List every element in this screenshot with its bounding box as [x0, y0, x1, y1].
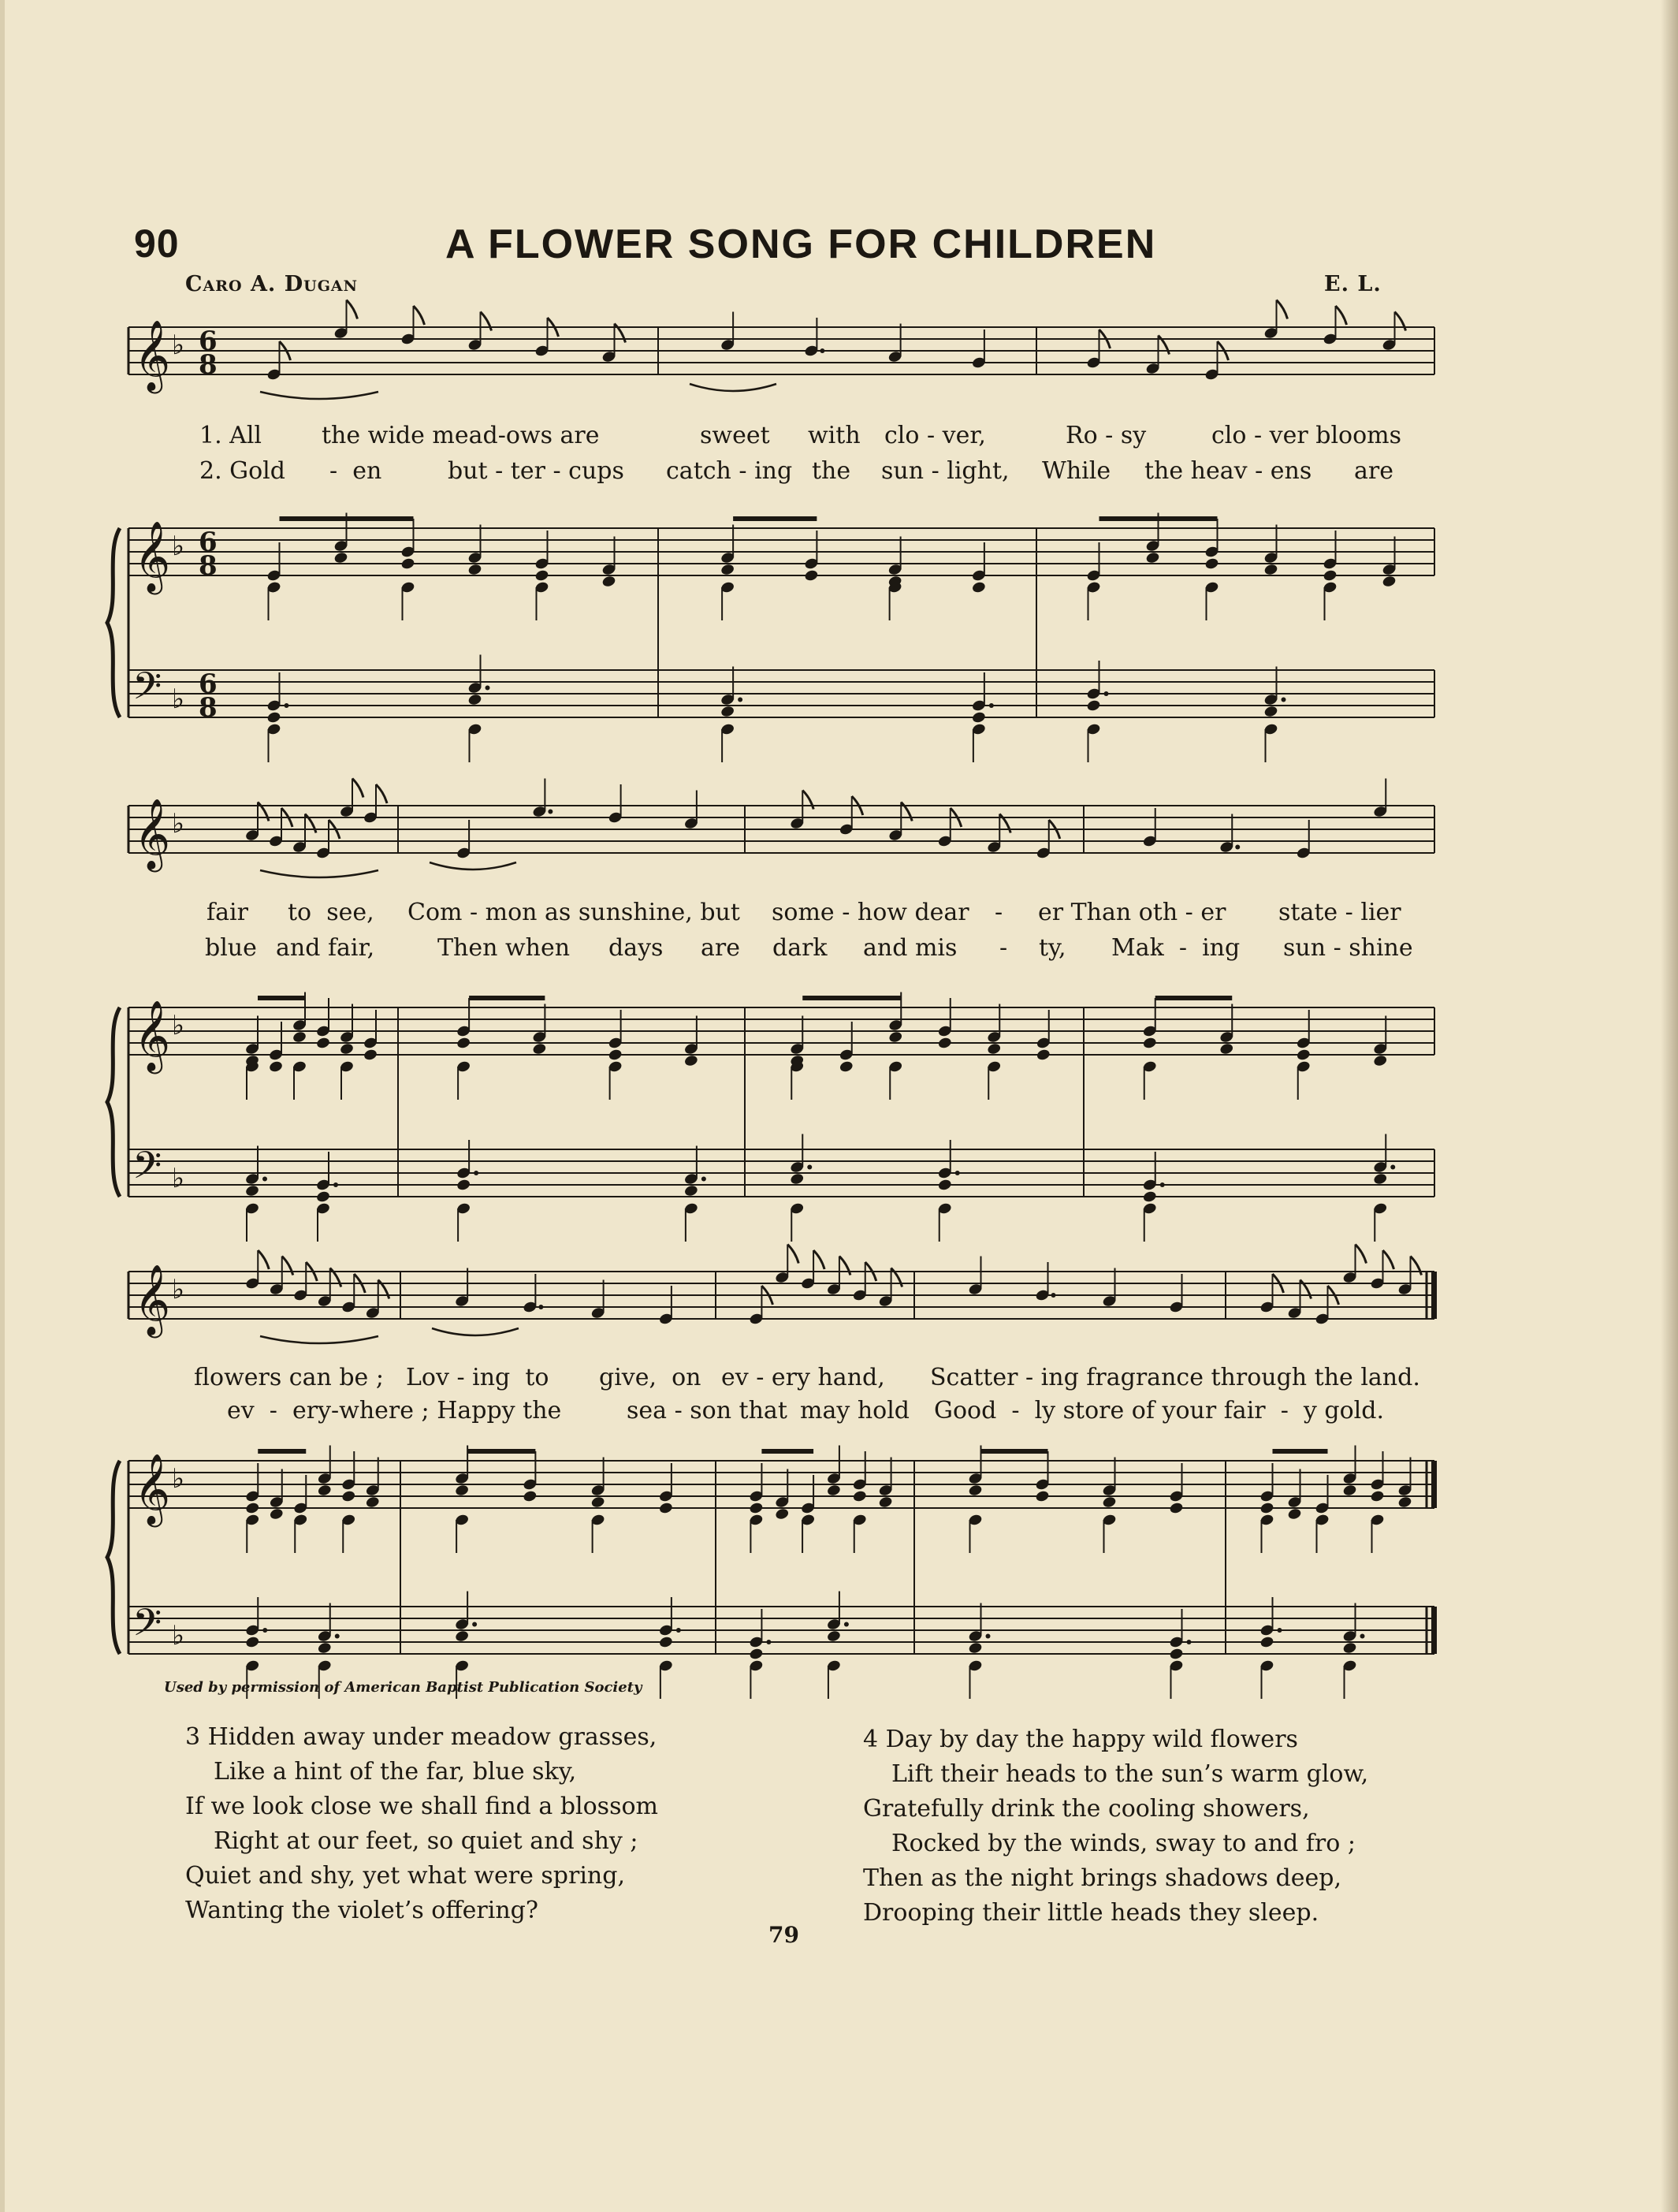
accompaniment-note	[1263, 563, 1278, 576]
lyric-s3-v1-0: flowers can be ;	[194, 1364, 384, 1391]
note-flag	[787, 1245, 798, 1264]
accompaniment-note	[245, 1502, 260, 1515]
lyric-s1-v1-2: sweet	[700, 422, 770, 449]
accompaniment-note	[601, 575, 616, 588]
note-dot	[335, 1634, 340, 1639]
time-signature-top: 6	[199, 668, 218, 700]
lyric-s3-v2-2: may hold	[800, 1397, 910, 1424]
slur	[690, 384, 776, 391]
key-flat-icon: ♭	[172, 1163, 185, 1194]
lyric-s2-v1-2: Com - mon as sunshine, but	[407, 899, 740, 926]
lyric-s1-v2-7: the heav - ens	[1144, 457, 1312, 485]
accompaniment-note	[826, 1484, 841, 1497]
accompaniment-note	[292, 1030, 307, 1044]
bass-note	[266, 711, 281, 724]
lyric-s2-v2-7: -	[999, 934, 1008, 962]
key-flat-icon: ♭	[172, 683, 185, 715]
note-dot	[262, 1177, 267, 1182]
brace	[107, 1461, 120, 1654]
note-dot	[1235, 845, 1240, 850]
verse-4-line: Then as the night brings shadows deep,	[863, 1864, 1341, 1892]
bass-note	[245, 1636, 260, 1649]
accompaniment-note	[590, 1495, 605, 1509]
accompaniment-note	[1169, 1502, 1184, 1515]
key-flat-icon: ♭	[172, 1620, 185, 1652]
lyric-s2-v2-6: and mis	[863, 934, 958, 962]
note-flag	[813, 1250, 824, 1269]
note-flag	[352, 779, 363, 798]
verse-3-line: 3 Hidden away under meadow grasses,	[185, 1723, 657, 1751]
verse-3-line: If we look close we shall find a blossom	[185, 1793, 658, 1820]
note-dot	[986, 1634, 991, 1639]
verse-4-line: Rocked by the winds, sway to and fro ;	[891, 1830, 1356, 1857]
key-flat-icon: ♭	[172, 1463, 185, 1495]
time-signature-top: 6	[199, 527, 218, 558]
final-bar	[1431, 1607, 1437, 1654]
time-signature-bottom: 8	[199, 550, 218, 582]
note-dot	[1390, 1165, 1395, 1170]
accompaniment-note	[1296, 1048, 1311, 1062]
lyric-s3-v2-1: sea - son that	[627, 1397, 787, 1424]
verse-3-line: Like a hint of the far, blue sky,	[214, 1758, 577, 1786]
accompaniment-note	[365, 1495, 380, 1509]
bass-note	[455, 1629, 470, 1643]
bass-note	[1342, 1641, 1357, 1655]
accompaniment-note	[1145, 551, 1160, 564]
composer-credit: E. L.	[1324, 272, 1382, 296]
accompaniment-note	[333, 551, 348, 564]
bass-note	[971, 711, 986, 724]
song-title: A FLOWER SONG FOR CHILDREN	[445, 222, 1157, 267]
lyric-s2-v2-3: days	[608, 934, 664, 962]
accompaniment-note	[456, 1037, 471, 1050]
bass-note	[1373, 1172, 1388, 1186]
note-dot	[285, 703, 289, 708]
note-flag	[1356, 1245, 1367, 1264]
lyric-s2-v1-5: er Than oth - er	[1038, 899, 1226, 926]
accompaniment-note	[775, 1507, 790, 1521]
final-bar	[1431, 1461, 1437, 1508]
slur	[260, 1336, 378, 1343]
note-flag	[376, 784, 387, 803]
lyric-s2-v1-6: state - lier	[1278, 899, 1401, 926]
lyric-s1-v1-0: 1. All	[199, 422, 262, 449]
lyric-s2-v2-8: ty,	[1039, 934, 1066, 962]
note-dot	[1282, 698, 1286, 702]
lyric-s3-v2-0: ev - ery-where ; Happy the	[227, 1397, 562, 1424]
lyric-s2-v2-2: Then when	[437, 934, 571, 962]
treble-clef-icon: 𝄞	[134, 799, 171, 870]
treble-clef-icon: 𝄞	[134, 1264, 171, 1335]
verse-4-line: 4 Day by day the happy wild flowers	[863, 1726, 1298, 1753]
bass-note	[968, 1641, 983, 1655]
lyric-s1-v2-0: 2. Gold	[199, 457, 285, 485]
note-dot	[738, 698, 742, 702]
bass-note	[1142, 1190, 1157, 1204]
bass-note	[1169, 1648, 1184, 1661]
lyric-s2-v1-0: fair	[206, 899, 248, 926]
lyric-s3-v1-3: ev - ery hand,	[721, 1364, 885, 1391]
lyric-s1-v2-2: but - ter - cups	[448, 457, 624, 485]
verse-3-line: Right at our feet, so quiet and shy ;	[214, 1827, 638, 1855]
lyric-s2-v2-1: and fair,	[276, 934, 375, 962]
lyric-s1-v2-3: catch - ing	[666, 457, 793, 485]
note-dot	[820, 348, 824, 353]
lyric-s2-v2-4: are	[701, 934, 740, 962]
verse-3-line: Wanting the violet’s offering?	[185, 1897, 538, 1924]
lyric-s1-v2-4: the	[812, 457, 851, 485]
time-signature-top: 6	[199, 326, 218, 357]
brace	[107, 528, 120, 717]
bass-clef-icon: 𝄢	[132, 1143, 162, 1197]
bass-clef-icon: 𝄢	[132, 1600, 162, 1654]
lyric-s1-v1-1: the wide mead-ows are	[322, 422, 600, 449]
treble-clef-icon: 𝄞	[134, 1454, 171, 1525]
bass-note	[244, 1184, 259, 1197]
accompaniment-note	[1035, 1490, 1050, 1503]
accompaniment-note	[455, 1484, 470, 1497]
accompaniment-note	[363, 1048, 378, 1062]
accompaniment-note	[888, 1030, 903, 1044]
note-dot	[1187, 1640, 1192, 1644]
bass-clef-icon: 𝄢	[132, 664, 162, 717]
note-flag	[347, 300, 358, 319]
note-flag	[1277, 300, 1288, 319]
accompaniment-note	[839, 1060, 854, 1074]
accompaniment-note	[523, 1490, 538, 1503]
accompaniment-note	[400, 557, 415, 571]
note-dot	[676, 1628, 681, 1633]
final-bar	[1431, 1272, 1437, 1319]
brace	[107, 1007, 120, 1197]
accompaniment-note	[1323, 569, 1338, 583]
key-flat-icon: ♭	[172, 808, 185, 840]
verse-4-line: Drooping their little heads they sleep.	[863, 1899, 1319, 1927]
lyric-s3-v1-1: Lov - ing to	[406, 1364, 549, 1391]
accompaniment-note	[804, 569, 819, 583]
permission-note: Used by permission of American Baptist Publication Society	[164, 1679, 642, 1696]
note-flag	[258, 1250, 269, 1269]
lyric-s1-v2-8: are	[1354, 457, 1393, 485]
accompaniment-note	[987, 1042, 1002, 1056]
lyric-s3-v1-2: give, on	[599, 1364, 701, 1391]
verse-4-line: Lift their heads to the sun’s warm glow,	[891, 1760, 1369, 1788]
bass-note	[456, 1179, 471, 1192]
note-dot	[472, 1622, 477, 1627]
accompaniment-note	[852, 1490, 867, 1503]
accompaniment-note	[269, 1507, 284, 1521]
key-flat-icon: ♭	[172, 531, 185, 562]
note-dot	[262, 1628, 267, 1633]
treble-clef-icon: 𝄞	[134, 1000, 171, 1071]
time-signature-bottom: 8	[199, 349, 218, 381]
note-dot	[1160, 1182, 1165, 1187]
accompaniment-note	[1373, 1054, 1388, 1067]
note-dot	[538, 1305, 543, 1309]
slur	[432, 1328, 519, 1335]
note-dot	[766, 1640, 771, 1644]
note-dot	[1051, 1293, 1056, 1298]
accompaniment-note	[1287, 1507, 1302, 1521]
bass-note	[749, 1648, 764, 1661]
lyricist-credit: Caro A. Dugan	[185, 272, 359, 296]
accompaniment-note	[317, 1484, 332, 1497]
treble-clef-icon: 𝄞	[134, 320, 171, 391]
lyric-s2-v1-3: some - how dear	[772, 899, 969, 926]
note-dot	[333, 1182, 338, 1187]
bass-note	[683, 1184, 698, 1197]
accompaniment-note	[749, 1502, 764, 1515]
accompaniment-note	[1342, 1484, 1357, 1497]
note-flag	[414, 306, 425, 325]
bass-note	[317, 1641, 332, 1655]
note-dot	[1278, 1628, 1282, 1633]
key-flat-icon: ♭	[172, 1274, 185, 1305]
bass-note	[790, 1172, 805, 1186]
accompaniment-note	[878, 1495, 893, 1509]
bass-note	[658, 1636, 673, 1649]
lyric-s2-v1-4: -	[995, 899, 1003, 926]
key-flat-icon: ♭	[172, 1010, 185, 1041]
lyric-s1-v1-4: clo - ver,	[884, 422, 986, 449]
accompaniment-note	[1204, 557, 1219, 571]
key-flat-icon: ♭	[172, 330, 185, 361]
footer-page-number: 79	[768, 1922, 799, 1948]
verse-4	[863, 1722, 1368, 1931]
lyric-s2-v2-10: sun - shine	[1283, 934, 1413, 962]
accompaniment-note	[341, 1490, 356, 1503]
lyric-s1-v1-5: Ro - sy	[1066, 422, 1147, 449]
accompaniment-note	[608, 1048, 623, 1062]
note-dot	[844, 1622, 849, 1627]
accompaniment-note	[683, 1054, 698, 1067]
accompaniment-note	[1142, 1037, 1157, 1050]
accompaniment-note	[315, 1037, 330, 1050]
bass-note	[720, 705, 735, 718]
note-dot	[807, 1165, 812, 1170]
accompaniment-note	[1036, 1048, 1051, 1062]
note-dot	[989, 703, 994, 708]
lyric-s2-v2-5: dark	[772, 934, 828, 962]
note-dot	[474, 1171, 478, 1175]
note-dot	[955, 1171, 960, 1175]
accompaniment-note	[534, 569, 549, 583]
lyric-s1-v2-6: While	[1042, 457, 1111, 485]
bass-note	[826, 1629, 841, 1643]
accompaniment-note	[339, 1042, 354, 1056]
bass-note	[315, 1190, 330, 1204]
lyric-s2-v2-0: blue	[205, 934, 257, 962]
treble-clef-icon: 𝄞	[134, 521, 171, 592]
lyric-s3-v1-4: Scatter - ing fragrance through the land.	[930, 1364, 1420, 1391]
note-dot	[1104, 691, 1109, 696]
slur	[260, 392, 378, 399]
page-number: 90	[134, 222, 180, 266]
accompaniment-note	[1219, 1042, 1234, 1056]
accompaniment-note	[720, 563, 735, 576]
time-signature-bottom: 8	[199, 692, 218, 724]
accompaniment-note	[1370, 1490, 1385, 1503]
lyric-s1-v2-1: - en	[329, 457, 382, 485]
accompaniment-note	[971, 581, 986, 594]
lyric-s1-v2-5: sun - light,	[881, 457, 1010, 485]
slur	[430, 862, 516, 870]
verse-3-line: Quiet and shy, yet what were spring,	[185, 1862, 625, 1890]
accompaniment-note	[937, 1037, 952, 1050]
lyric-s2-v2-9: Mak - ing	[1111, 934, 1241, 962]
bass-note	[937, 1179, 952, 1192]
accompaniment-note	[658, 1502, 673, 1515]
accompaniment-note	[467, 563, 482, 576]
verse-3	[185, 1720, 658, 1928]
slur	[260, 870, 378, 877]
note-flag	[1336, 306, 1347, 325]
accompaniment-note	[1259, 1502, 1274, 1515]
lyric-s3-v2-3: Good - ly store of your fair - y gold.	[934, 1397, 1384, 1424]
accompaniment-note	[1102, 1495, 1117, 1509]
lyric-s1-v1-3: with	[808, 422, 861, 449]
bass-note	[1086, 699, 1101, 713]
verse-4-line: Gratefully drink the cooling showers,	[863, 1795, 1310, 1823]
accompaniment-note	[1397, 1495, 1412, 1509]
bass-note	[467, 693, 482, 706]
bass-note	[1259, 1636, 1274, 1649]
accompaniment-note	[532, 1042, 547, 1056]
note-dot	[1360, 1634, 1365, 1639]
accompaniment-note	[268, 1060, 283, 1074]
lyric-s2-v1-1: to see,	[288, 899, 374, 926]
note-dot	[486, 686, 490, 691]
accompaniment-note	[1382, 575, 1397, 588]
note-flag	[1383, 1250, 1394, 1269]
lyric-s1-v1-6: clo - ver blooms	[1211, 422, 1402, 449]
note-dot	[701, 1177, 706, 1182]
bass-note	[1263, 705, 1278, 718]
note-dot	[548, 810, 553, 814]
accompaniment-note	[968, 1484, 983, 1497]
